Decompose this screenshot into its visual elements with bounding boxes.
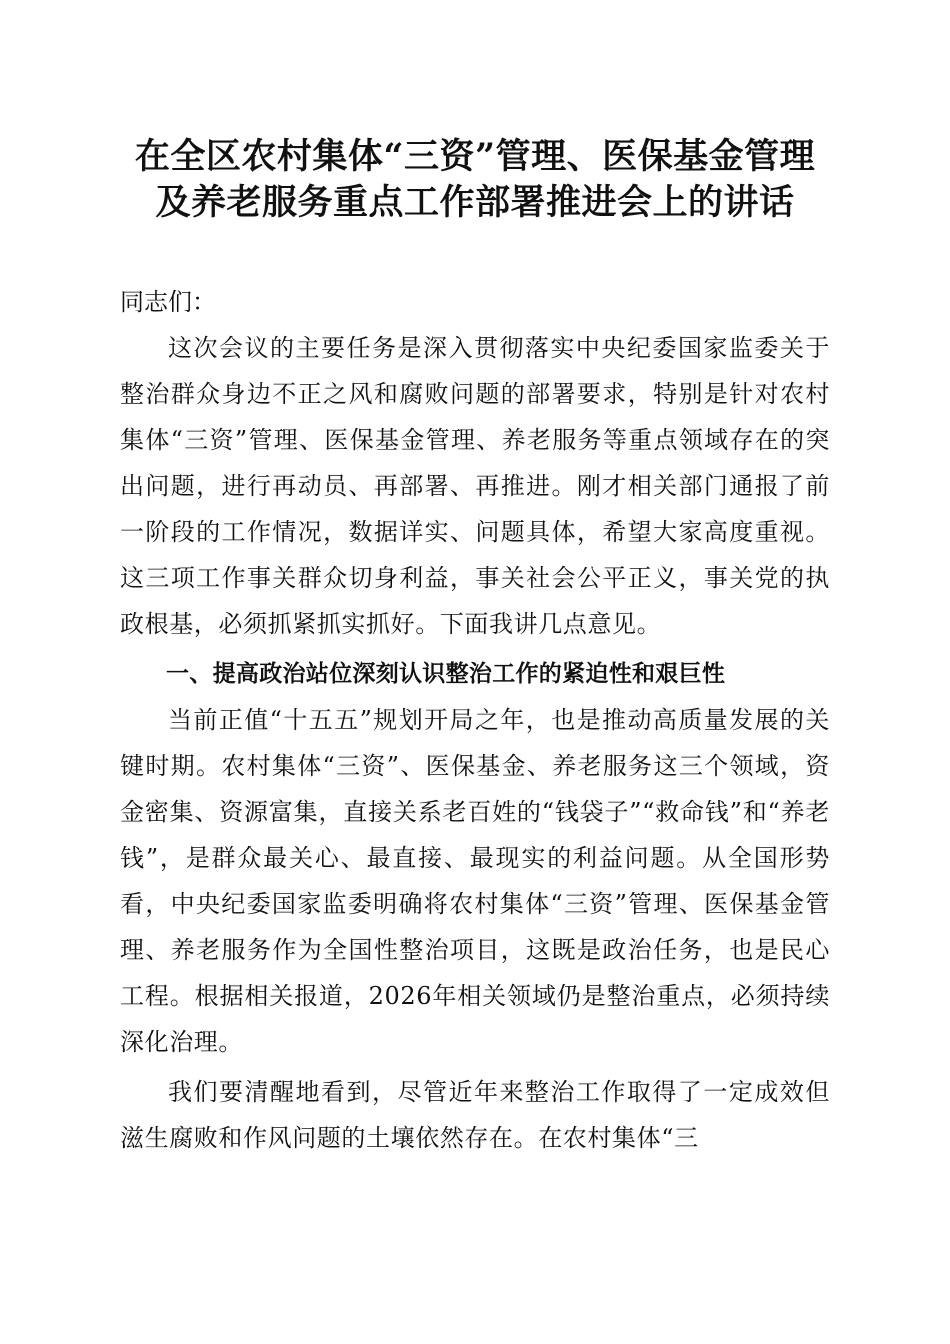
title-line-1: 在全区农村集体“三资”管理、医保基金管理 xyxy=(134,136,816,177)
paragraph-section-1-b: 我们要清醒地看到，尽管近年来整治工作取得了一定成效但滋生腐败和作风问题的土壤依然存在。在农村集体“三 xyxy=(120,1078,830,1152)
document-title xyxy=(120,0,830,226)
paragraph-intro: 这次会议的主要任务是深入贯彻落实中央纪委国家监委关于整治群众身边不正之风和腐败问题的部署要求，特别是针对农村集体“三资”管理、医保基金管理、养老服务等重点领域存在的突出问题，进行再动员、再部署、再推进。刚才相关部门通报了前一阶段的工作情况，数据详实、问题具体，希望大家高度重视。这三项工作事关群众切身利益，事关社会公平正义，事关党的执政根基，必须抓紧抓实抓好。下面我讲几点意见。 xyxy=(120,334,830,638)
paragraph-section-1-a: 当前正值“十五五”规划开局之年，也是推动高质量发展的关键时期。农村集体“三资”、医保基金、养老服务这三个领域，资金密集、资源富集，直接关系老百姓的“钱袋子”“救命钱”和“养老钱”，是群众最关心、最直接、最现实的利益问题。从全国形势看，中央纪委国家监委明确将农村集体“三资”管理、医保基金管理、养老服务作为全国性整治项目，这既是政治任务，也是民心工程。根据相关报道，2026年相关领域仍是整治重点，必须持续深化治理。 xyxy=(120,706,830,1056)
salutation: 同志们： xyxy=(120,288,216,316)
section-heading-1: 一、提高政治站位深刻认识整治工作的紧迫性和艰巨性 xyxy=(166,661,726,687)
title-line-2: 及养老服务重点工作部署推进会上的讲话 xyxy=(155,182,795,223)
